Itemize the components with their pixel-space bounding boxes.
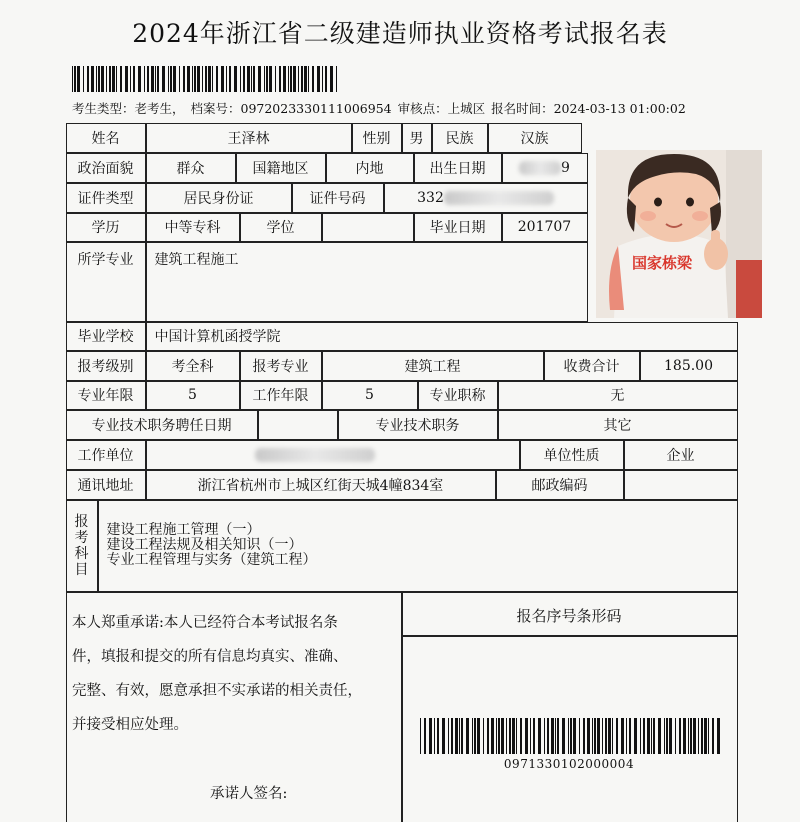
prof-title-label: 专业职称 <box>418 381 498 410</box>
subjects-label: 报 考 科 目 <box>66 500 98 592</box>
top-barcode <box>72 66 340 92</box>
grad-date-label: 毕业日期 <box>414 213 502 242</box>
employer-label: 工作单位 <box>66 440 146 470</box>
tech-post-value: 其它 <box>498 410 738 440</box>
exam-major-value: 建筑工程 <box>322 351 544 381</box>
fee-value: 185.00 <box>640 351 738 381</box>
candidate-type: 考生类型：老考生， <box>72 101 185 116</box>
level-label: 报考级别 <box>66 351 146 381</box>
redaction-blur <box>255 448 375 462</box>
idtype-value: 居民身份证 <box>146 183 292 213</box>
school-value: 中国计算机函授学院 <box>146 322 738 351</box>
subject-item: 专业工程管理与实务（建筑工程） <box>106 551 317 568</box>
education-value: 中等专科 <box>146 213 240 242</box>
nationality-label: 国籍地区 <box>236 153 326 183</box>
degree-value <box>322 213 414 242</box>
unit-type-label: 单位性质 <box>520 440 624 470</box>
fee-label: 收费合计 <box>544 351 640 381</box>
postcode-label: 邮政编码 <box>496 470 624 500</box>
tech-post-label: 专业技术职务 <box>338 410 498 440</box>
nationality-value: 内地 <box>326 153 414 183</box>
major-value: 建筑工程施工 <box>146 242 588 322</box>
birth-value: 9 <box>502 153 588 183</box>
unit-type-value: 企业 <box>624 440 738 470</box>
photo-caption: 国家栋梁 <box>631 254 693 272</box>
registration-time: 报名时间：2024-03-13 01:00:02 <box>491 101 686 116</box>
registration-barcode <box>420 718 720 754</box>
idtype-label: 证件类型 <box>66 183 146 213</box>
subject-item: 建设工程法规及相关知识（一） <box>106 536 303 553</box>
education-label: 学历 <box>66 213 146 242</box>
work-years-value: 5 <box>322 381 418 410</box>
work-years-label: 工作年限 <box>240 381 322 410</box>
review-point: 审核点：上城区 <box>397 101 486 116</box>
pledge-text: 本人郑重承诺:本人已经符合本考试报名条 件，填报和提交的所有信息均真实、准确、 完整、有效，愿意承担不实承诺的相关责任， 并接受相应处理。 <box>72 615 362 733</box>
subjects-list <box>98 500 738 592</box>
redaction-blur <box>519 161 561 175</box>
address-label: 通讯地址 <box>66 470 146 500</box>
level-value: 考全科 <box>146 351 240 381</box>
registration-number: 0971330102000004 <box>503 757 635 771</box>
ethnic-label: 民族 <box>432 123 488 153</box>
politics-label: 政治面貌 <box>66 153 146 183</box>
candidate-info-line <box>72 99 688 117</box>
employer-value <box>146 440 520 470</box>
school-label: 毕业学校 <box>66 322 146 351</box>
registration-barcode-label: 报名序号条形码 <box>516 607 622 625</box>
major-label: 所学专业 <box>66 242 146 322</box>
signature-label: 承诺人签名: <box>210 786 288 802</box>
appoint-date-value <box>258 410 338 440</box>
gender-value: 男 <box>402 123 432 153</box>
idno-label: 证件号码 <box>292 183 384 213</box>
name-value: 王泽林 <box>146 123 352 153</box>
prof-title-value: 无 <box>498 381 738 410</box>
photo-frame <box>588 123 738 322</box>
postcode-value <box>624 470 738 500</box>
politics-value: 群众 <box>146 153 236 183</box>
gender-label: 性别 <box>352 123 402 153</box>
redaction-blur <box>444 191 554 205</box>
major-years-label: 专业年限 <box>66 381 146 410</box>
birth-label: 出生日期 <box>414 153 502 183</box>
appoint-date-label: 专业技术职务聘任日期 <box>66 410 258 440</box>
file-number: 档案号：0972023330111006954 <box>190 101 392 116</box>
name-label: 姓名 <box>66 123 146 153</box>
ethnic-value: 汉族 <box>488 123 582 153</box>
idno-value: 332 <box>384 183 588 213</box>
subject-item: 建设工程施工管理（一） <box>106 521 261 538</box>
degree-label: 学位 <box>240 213 322 242</box>
form-title: 2024年浙江省二级建造师执业资格考试报名表 <box>132 19 668 48</box>
address-value: 浙江省杭州市上城区红街天城4幢834室 <box>146 470 496 500</box>
exam-major-label: 报考专业 <box>240 351 322 381</box>
major-years-value: 5 <box>146 381 240 410</box>
grad-date-value: 201707 <box>502 213 588 242</box>
